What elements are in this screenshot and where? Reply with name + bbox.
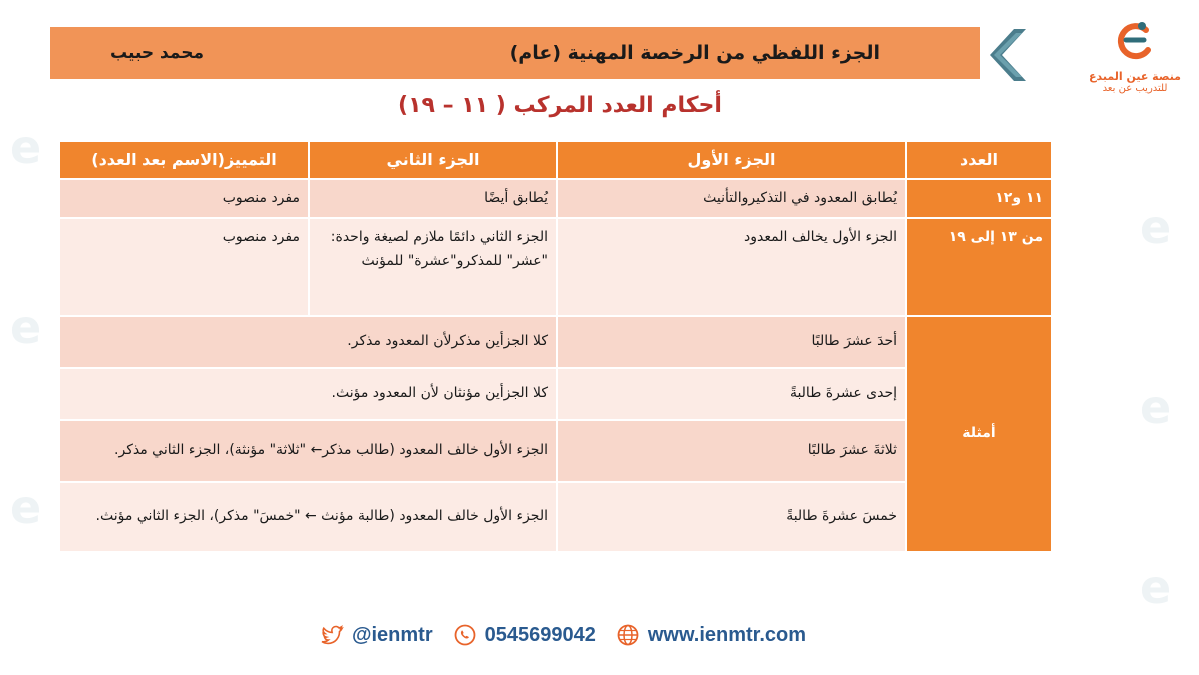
website-link[interactable] (616, 623, 806, 647)
cell-part1: الجزء الأول يخالف المعدود (557, 218, 906, 316)
header-tamyeez: التمييز(الاسم بعد العدد) (59, 141, 309, 179)
chevron-left-icon[interactable] (982, 27, 1032, 83)
contact-footer (320, 620, 806, 650)
twitter-handle: @ienmtr (352, 623, 433, 646)
example-row (59, 482, 1052, 552)
examples-label: أمثلة (906, 316, 1052, 552)
header-bar (50, 27, 980, 79)
cell-number: من ١٣ إلى ١٩ (906, 218, 1052, 316)
cell-part2: الجزء الثاني دائمًا ملازم لصيغة واحدة: "عشر" للمذكرو"عشرة" للمؤنث (309, 218, 557, 316)
header-part1: الجزء الأول (557, 141, 906, 179)
background-watermark: e (1140, 200, 1172, 254)
header-number: العدد (906, 141, 1052, 179)
logo-line1: منصة عين المبدع (1088, 70, 1181, 83)
logo-mark-icon (1112, 18, 1158, 64)
example-phrase: خمسَ عشرةَ طالبةً (557, 482, 906, 552)
slide-title: الجزء اللفظي من الرخصة المهنية (عام) (509, 42, 880, 64)
example-row (59, 368, 1052, 420)
example-explanation: كلا الجزأين مذكرلأن المعدود مذكر. (59, 316, 557, 368)
globe-icon (616, 623, 640, 647)
example-phrase: أحدَ عشرَ طالبًا (557, 316, 906, 368)
brand-logo (1085, 18, 1185, 94)
cell-part2: يُطابق أيضًا (309, 179, 557, 218)
background-watermark: e (10, 120, 42, 174)
background-watermark: e (10, 300, 42, 354)
background-watermark: e (10, 480, 42, 534)
logo-line2: للتدريب عن بعد (1102, 83, 1168, 94)
example-explanation: الجزء الأول خالف المعدود (طالبة مؤنث ← "خمسَ" مذكر)، الجزء الثاني مؤنث. (59, 482, 557, 552)
rules-table (58, 140, 1053, 553)
page-title: أحكام العدد المركب ( ١١ – ١٩) (398, 93, 722, 118)
whatsapp-icon (453, 623, 477, 647)
example-row (59, 420, 1052, 482)
cell-tamyeez: مفرد منصوب (59, 179, 309, 218)
table-header-row (59, 141, 1052, 179)
cell-part1: يُطابق المعدود في التذكيروالتأنيث (557, 179, 906, 218)
phone-number: 0545699042 (484, 623, 596, 646)
cell-tamyeez: مفرد منصوب (59, 218, 309, 316)
phone-contact[interactable] (453, 623, 596, 647)
twitter-contact[interactable] (320, 623, 433, 647)
presenter-name: محمد حبيب (110, 43, 205, 63)
twitter-icon (320, 623, 344, 647)
background-watermark: e (1140, 380, 1172, 434)
table-row (59, 218, 1052, 316)
cell-number: ١١ و١٢ (906, 179, 1052, 218)
example-row (59, 316, 1052, 368)
website-url: www.ienmtr.com (647, 623, 807, 646)
example-explanation: كلا الجزأين مؤنثان لأن المعدود مؤنث. (59, 368, 557, 420)
example-explanation: الجزء الأول خالف المعدود (طالب مذكر← "ثلاثة" مؤنثة)، الجزء الثاني مذكر. (59, 420, 557, 482)
background-watermark: e (1140, 560, 1172, 614)
table-row (59, 179, 1052, 218)
example-phrase: إحدى عشرةَ طالبةً (557, 368, 906, 420)
example-phrase: ثلاثةَ عشرَ طالبًا (557, 420, 906, 482)
header-part2: الجزء الثاني (309, 141, 557, 179)
